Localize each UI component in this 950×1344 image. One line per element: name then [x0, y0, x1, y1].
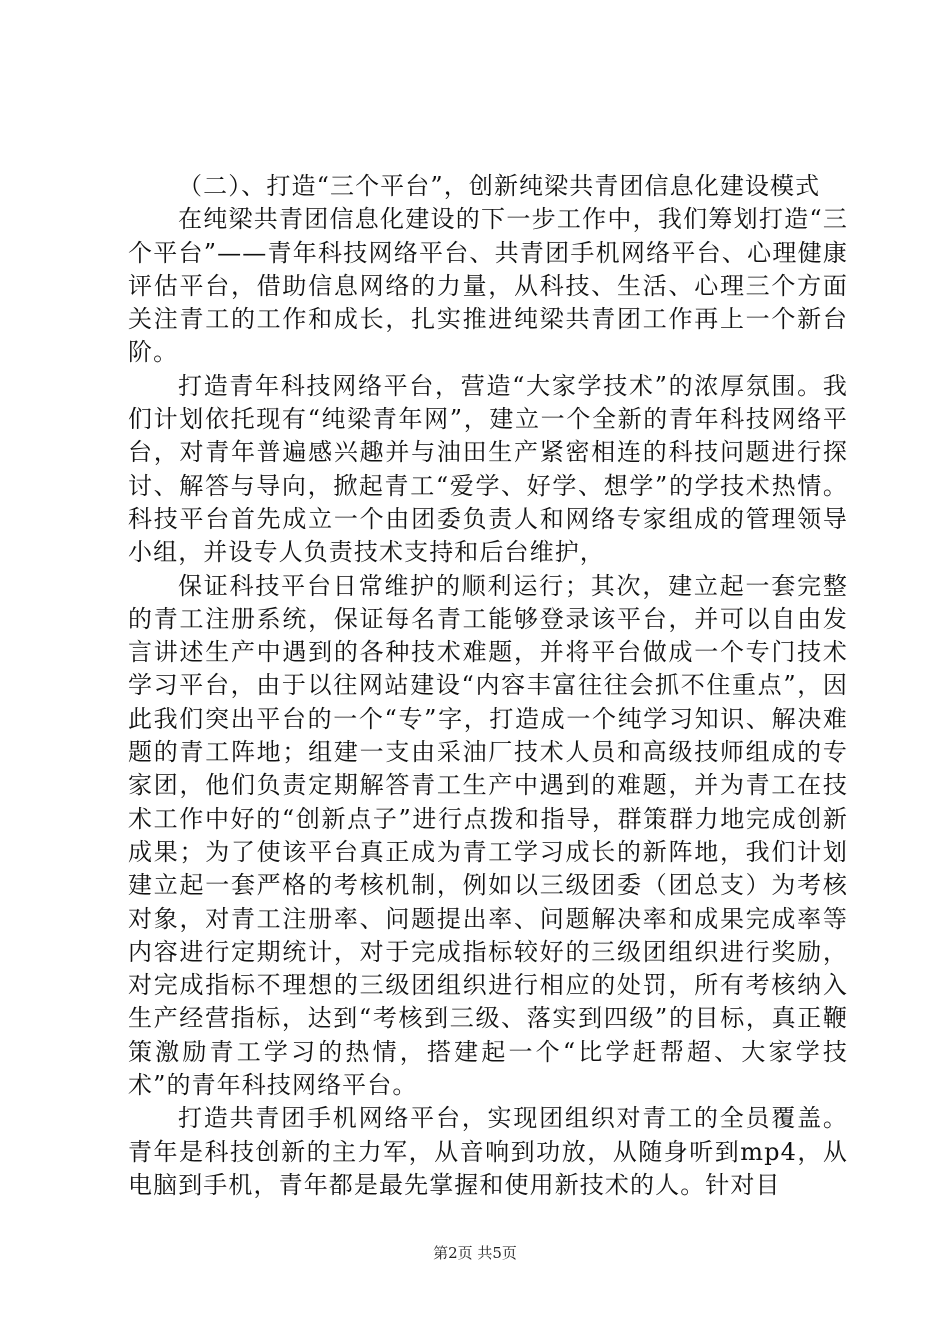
body-paragraph: 打造青年科技网络平台，营造“大家学技术”的浓厚氛围。我们计划依托现有“纯梁青年网”，建立一个全新的青年科技网络平台，对青年普遍感兴趣并与油田生产紧密相连的科技问题进行探讨、解答与导向，掀起青工“爱学、好学、想学”的学技术热情。科技平台首先成立一个由团委负责人和网络专家组成的管理领导小组，并设专人负责技术支持和后台维护，	[128, 371, 848, 567]
document-body	[128, 170, 848, 1202]
page-footer: 第2页 共5页	[433, 1244, 517, 1262]
body-paragraph: 保证科技平台日常维护的顺利运行；其次，建立起一套完整的青工注册系统，保证每名青工能够登录该平台，并可以自由发言讲述生产中遇到的各种技术难题，并将平台做成一个专门技术学习平台，由于以往网站建设“内容丰富往往会抓不住重点”，因此我们突出平台的一个“专”字，打造成一个纯学习知识、解决难题的青工阵地；组建一支由采油厂技术人员和高级技师组成的专家团，他们负责定期解答青工生产中遇到的难题，并为青工在技术工作中好的“创新点子”进行点拨和指导，群策群力地完成创新成果；为了使该平台真正成为青工学习成长的新阵地，我们计划建立起一套严格的考核机制，例如以三级团委（团总支）为考核对象，对青工注册率、问题提出率、问题解决率和成果完成率等内容进行定期统计，对于完成指标较好的三级团组织进行奖励，对完成指标不理想的三级团组织进行相应的处罚，所有考核纳入生产经营指标，达到“考核到三级、落实到四级”的目标，真正鞭策激励青工学习的热情，搭建起一个“比学赶帮超、大家学技术”的青年科技网络平台。	[128, 571, 848, 1100]
body-paragraph: 在纯梁共青团信息化建设的下一步工作中，我们筹划打造“三个平台”——青年科技网络平台、共青团手机网络平台、心理健康评估平台，借助信息网络的力量，从科技、生活、心理三个方面关注青工的工作和成长，扎实推进纯梁共青团工作再上一个新台阶。	[128, 205, 848, 367]
body-paragraph: 打造共青团手机网络平台，实现团组织对青工的全员覆盖。青年是科技创新的主力军，从音响到功放，从随身听到mp4，从电脑到手机，青年都是最先掌握和使用新技术的人。针对目	[128, 1104, 848, 1199]
section-heading: （二）、打造“三个平台”，创新纯梁共青团信息化建设模式	[178, 172, 821, 200]
